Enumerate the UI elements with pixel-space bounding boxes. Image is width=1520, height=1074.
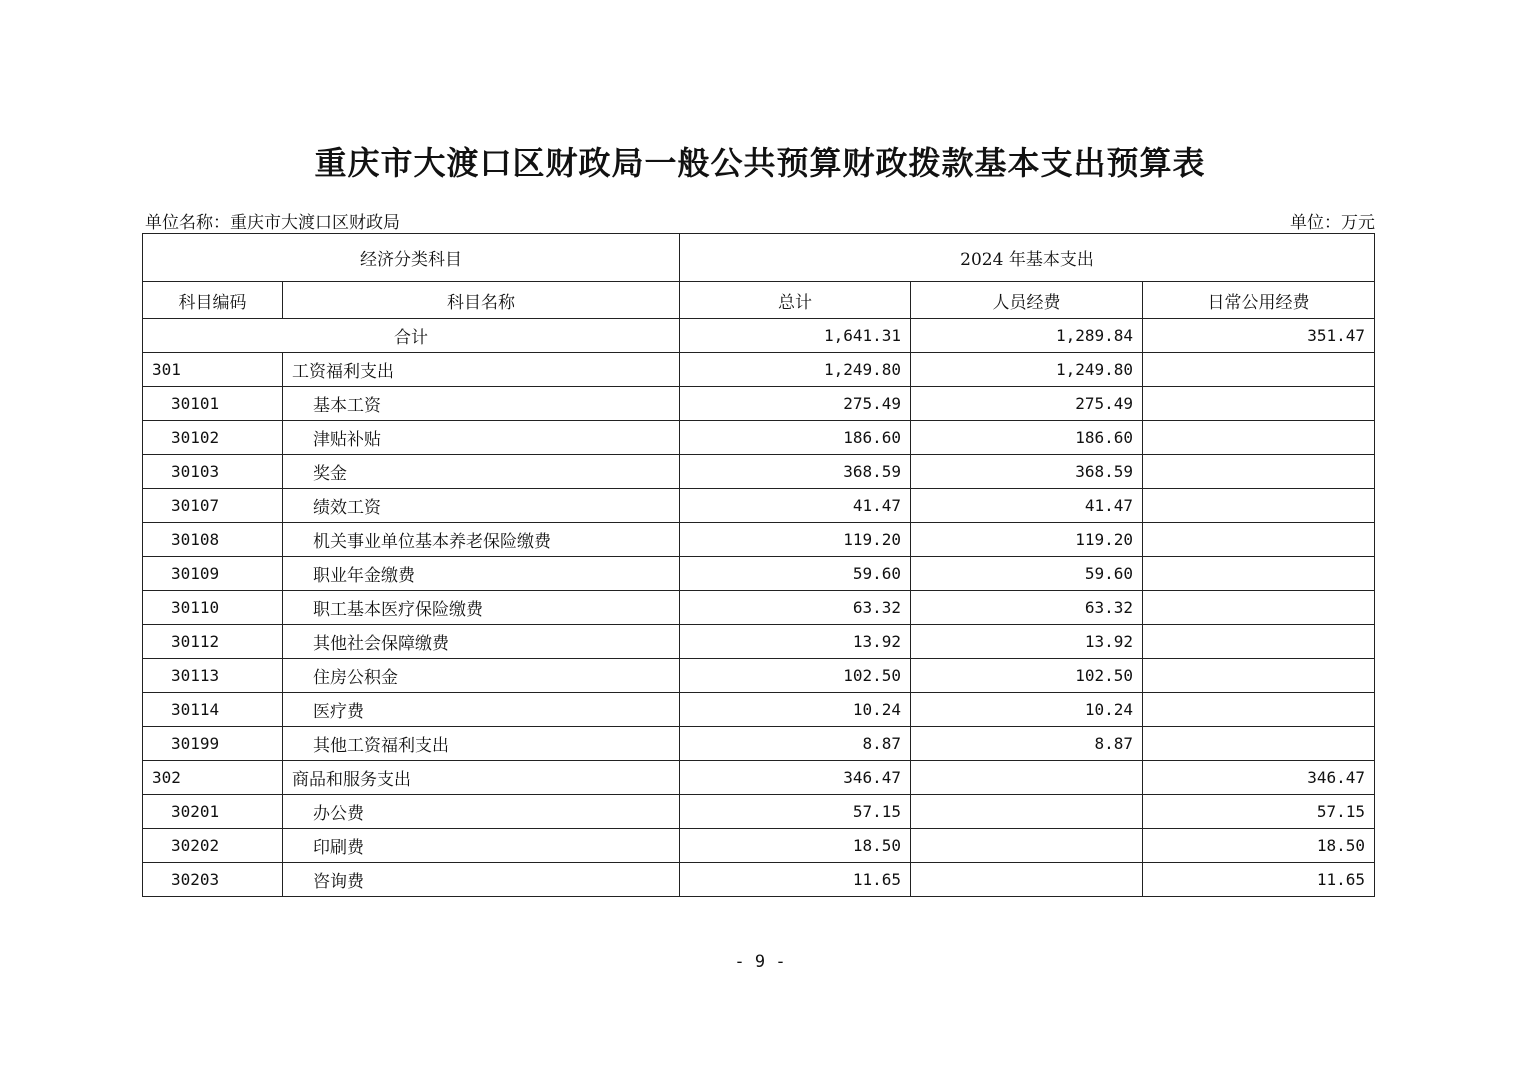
row-public xyxy=(1143,557,1375,591)
header-name: 科目名称 xyxy=(283,282,680,319)
row-public xyxy=(1143,455,1375,489)
table-row xyxy=(143,591,1375,625)
row-personnel: 13.92 xyxy=(911,625,1143,659)
row-public: 11.65 xyxy=(1143,863,1375,897)
row-total: 59.60 xyxy=(680,557,911,591)
row-public xyxy=(1143,591,1375,625)
row-public xyxy=(1143,353,1375,387)
row-name: 基本工资 xyxy=(283,387,680,421)
budget-table xyxy=(142,233,1375,897)
table-row xyxy=(143,523,1375,557)
row-name: 办公费 xyxy=(283,795,680,829)
row-code: 30110 xyxy=(143,591,283,625)
row-total: 57.15 xyxy=(680,795,911,829)
header-total: 总计 xyxy=(680,282,911,319)
header-row-columns xyxy=(143,282,1375,319)
row-name: 医疗费 xyxy=(283,693,680,727)
row-total: 13.92 xyxy=(680,625,911,659)
row-public: 18.50 xyxy=(1143,829,1375,863)
row-total: 119.20 xyxy=(680,523,911,557)
row-public xyxy=(1143,421,1375,455)
row-public xyxy=(1143,693,1375,727)
total-label: 合计 xyxy=(143,319,680,353)
header-year-expenditure: 2024 年基本支出 xyxy=(680,234,1375,282)
row-code: 30114 xyxy=(143,693,283,727)
table-row xyxy=(143,625,1375,659)
row-personnel xyxy=(911,863,1143,897)
header-code: 科目编码 xyxy=(143,282,283,319)
row-name: 职工基本医疗保险缴费 xyxy=(283,591,680,625)
total-public: 351.47 xyxy=(1143,319,1375,353)
table-row xyxy=(143,693,1375,727)
row-code: 30102 xyxy=(143,421,283,455)
row-total: 63.32 xyxy=(680,591,911,625)
row-personnel: 63.32 xyxy=(911,591,1143,625)
row-name: 工资福利支出 xyxy=(283,353,680,387)
row-public xyxy=(1143,727,1375,761)
header-public: 日常公用经费 xyxy=(1143,282,1375,319)
row-code: 30103 xyxy=(143,455,283,489)
table-row xyxy=(143,557,1375,591)
row-code: 30107 xyxy=(143,489,283,523)
row-name: 其他工资福利支出 xyxy=(283,727,680,761)
row-public xyxy=(1143,523,1375,557)
row-personnel: 186.60 xyxy=(911,421,1143,455)
row-total: 102.50 xyxy=(680,659,911,693)
row-name: 绩效工资 xyxy=(283,489,680,523)
row-public xyxy=(1143,387,1375,421)
row-name: 商品和服务支出 xyxy=(283,761,680,795)
row-code: 30108 xyxy=(143,523,283,557)
table-row xyxy=(143,659,1375,693)
table-row xyxy=(143,829,1375,863)
table-row xyxy=(143,455,1375,489)
row-total: 186.60 xyxy=(680,421,911,455)
row-total: 11.65 xyxy=(680,863,911,897)
row-personnel: 1,249.80 xyxy=(911,353,1143,387)
row-personnel: 59.60 xyxy=(911,557,1143,591)
row-public xyxy=(1143,489,1375,523)
table-row xyxy=(143,795,1375,829)
row-total: 346.47 xyxy=(680,761,911,795)
row-personnel: 275.49 xyxy=(911,387,1143,421)
row-total: 8.87 xyxy=(680,727,911,761)
page-number: - 9 - xyxy=(734,952,786,972)
row-code: 30112 xyxy=(143,625,283,659)
row-code: 30203 xyxy=(143,863,283,897)
row-personnel: 119.20 xyxy=(911,523,1143,557)
row-personnel: 10.24 xyxy=(911,693,1143,727)
total-row xyxy=(143,319,1375,353)
row-personnel: 41.47 xyxy=(911,489,1143,523)
row-name: 机关事业单位基本养老保险缴费 xyxy=(283,523,680,557)
header-row-group xyxy=(143,234,1375,282)
row-total: 10.24 xyxy=(680,693,911,727)
row-total: 41.47 xyxy=(680,489,911,523)
row-code: 301 xyxy=(143,353,283,387)
row-code: 30199 xyxy=(143,727,283,761)
page-title: 重庆市大渡口区财政局一般公共预算财政拨款基本支出预算表 xyxy=(314,144,1206,182)
total-personnel: 1,289.84 xyxy=(911,319,1143,353)
row-code: 30101 xyxy=(143,387,283,421)
row-total: 275.49 xyxy=(680,387,911,421)
unit-label: 单位：万元 xyxy=(1290,213,1375,233)
row-personnel: 102.50 xyxy=(911,659,1143,693)
total-total: 1,641.31 xyxy=(680,319,911,353)
table-row xyxy=(143,387,1375,421)
unit-name-label: 单位名称：重庆市大渡口区财政局 xyxy=(145,213,400,233)
row-name: 奖金 xyxy=(283,455,680,489)
row-personnel xyxy=(911,829,1143,863)
row-name: 职业年金缴费 xyxy=(283,557,680,591)
table-row xyxy=(143,863,1375,897)
row-public: 346.47 xyxy=(1143,761,1375,795)
table-row xyxy=(143,489,1375,523)
table-row xyxy=(143,761,1375,795)
row-public xyxy=(1143,659,1375,693)
row-name: 津贴补贴 xyxy=(283,421,680,455)
row-code: 30113 xyxy=(143,659,283,693)
header-personnel: 人员经费 xyxy=(911,282,1143,319)
header-econ-category: 经济分类科目 xyxy=(143,234,680,282)
row-name: 住房公积金 xyxy=(283,659,680,693)
row-name: 其他社会保障缴费 xyxy=(283,625,680,659)
row-personnel: 8.87 xyxy=(911,727,1143,761)
row-code: 302 xyxy=(143,761,283,795)
table-row xyxy=(143,727,1375,761)
row-name: 印刷费 xyxy=(283,829,680,863)
row-personnel xyxy=(911,761,1143,795)
row-code: 30202 xyxy=(143,829,283,863)
row-name: 咨询费 xyxy=(283,863,680,897)
row-public xyxy=(1143,625,1375,659)
table-row xyxy=(143,353,1375,387)
row-personnel: 368.59 xyxy=(911,455,1143,489)
row-code: 30109 xyxy=(143,557,283,591)
row-total: 1,249.80 xyxy=(680,353,911,387)
row-total: 368.59 xyxy=(680,455,911,489)
row-public: 57.15 xyxy=(1143,795,1375,829)
row-total: 18.50 xyxy=(680,829,911,863)
table-row xyxy=(143,421,1375,455)
row-personnel xyxy=(911,795,1143,829)
row-code: 30201 xyxy=(143,795,283,829)
